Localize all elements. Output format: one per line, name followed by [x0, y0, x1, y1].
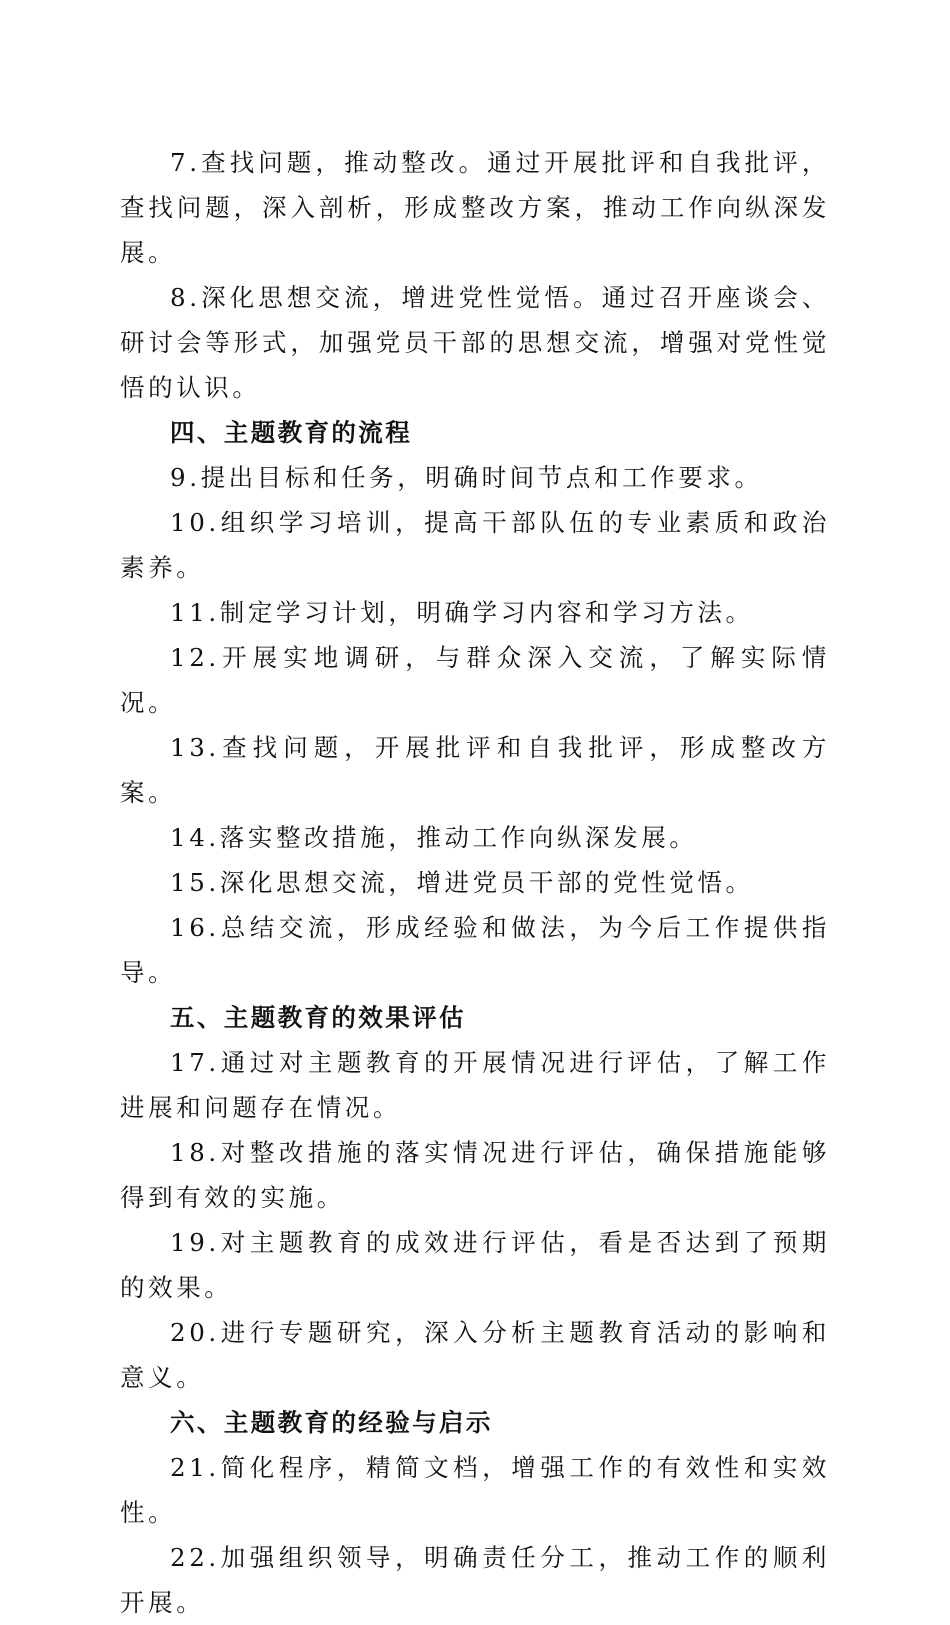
- paragraph-item-15: 15.深化思想交流，增进党员干部的党性觉悟。: [170, 868, 754, 897]
- paragraph-item-13: 13.查找问题，开展批评和自我批评，形成整改方案。: [120, 733, 830, 807]
- paragraph-item-22: 22.加强组织领导，明确责任分工，推动工作的顺利开展。: [120, 1543, 830, 1617]
- paragraph-item-17: 17.通过对主题教育的开展情况进行评估，了解工作进展和问题存在情况。: [120, 1048, 830, 1122]
- paragraph-item-19: 19.对主题教育的成效进行评估，看是否达到了预期的效果。: [120, 1228, 830, 1302]
- paragraph-item-8: 8.深化思想交流，增进党性觉悟。通过召开座谈会、研讨会等形式，加强党员干部的思想交流，增强对党性觉悟的认识。: [120, 283, 830, 402]
- section-heading-evaluation: 五、主题教育的效果评估: [170, 1003, 466, 1032]
- section-heading-lessons: 六、主题教育的经验与启示: [170, 1408, 493, 1437]
- paragraph-item-7: 7.查找问题，推动整改。通过开展批评和自我批评，查找问题，深入剖析，形成整改方案，推动工作向纵深发展。: [120, 148, 830, 267]
- section-heading-process: 四、主题教育的流程: [170, 418, 413, 447]
- paragraph-item-20: 20.进行专题研究，深入分析主题教育活动的影响和意义。: [120, 1318, 830, 1392]
- paragraph-item-16: 16.总结交流，形成经验和做法，为今后工作提供指导。: [120, 913, 830, 987]
- paragraph-item-11: 11.制定学习计划，明确学习内容和学习方法。: [170, 598, 754, 627]
- paragraph-item-18: 18.对整改措施的落实情况进行评估，确保措施能够得到有效的实施。: [120, 1138, 830, 1212]
- paragraph-item-21: 21.简化程序，精简文档，增强工作的有效性和实效性。: [120, 1453, 830, 1527]
- paragraph-item-9: 9.提出目标和任务，明确时间节点和工作要求。: [170, 463, 763, 492]
- paragraph-item-10: 10.组织学习培训，提高干部队伍的专业素质和政治素养。: [120, 508, 830, 582]
- paragraph-item-14: 14.落实整改措施，推动工作向纵深发展。: [170, 823, 698, 852]
- document-body: [120, 140, 830, 1625]
- paragraph-item-12: 12.开展实地调研，与群众深入交流，了解实际情况。: [120, 643, 830, 717]
